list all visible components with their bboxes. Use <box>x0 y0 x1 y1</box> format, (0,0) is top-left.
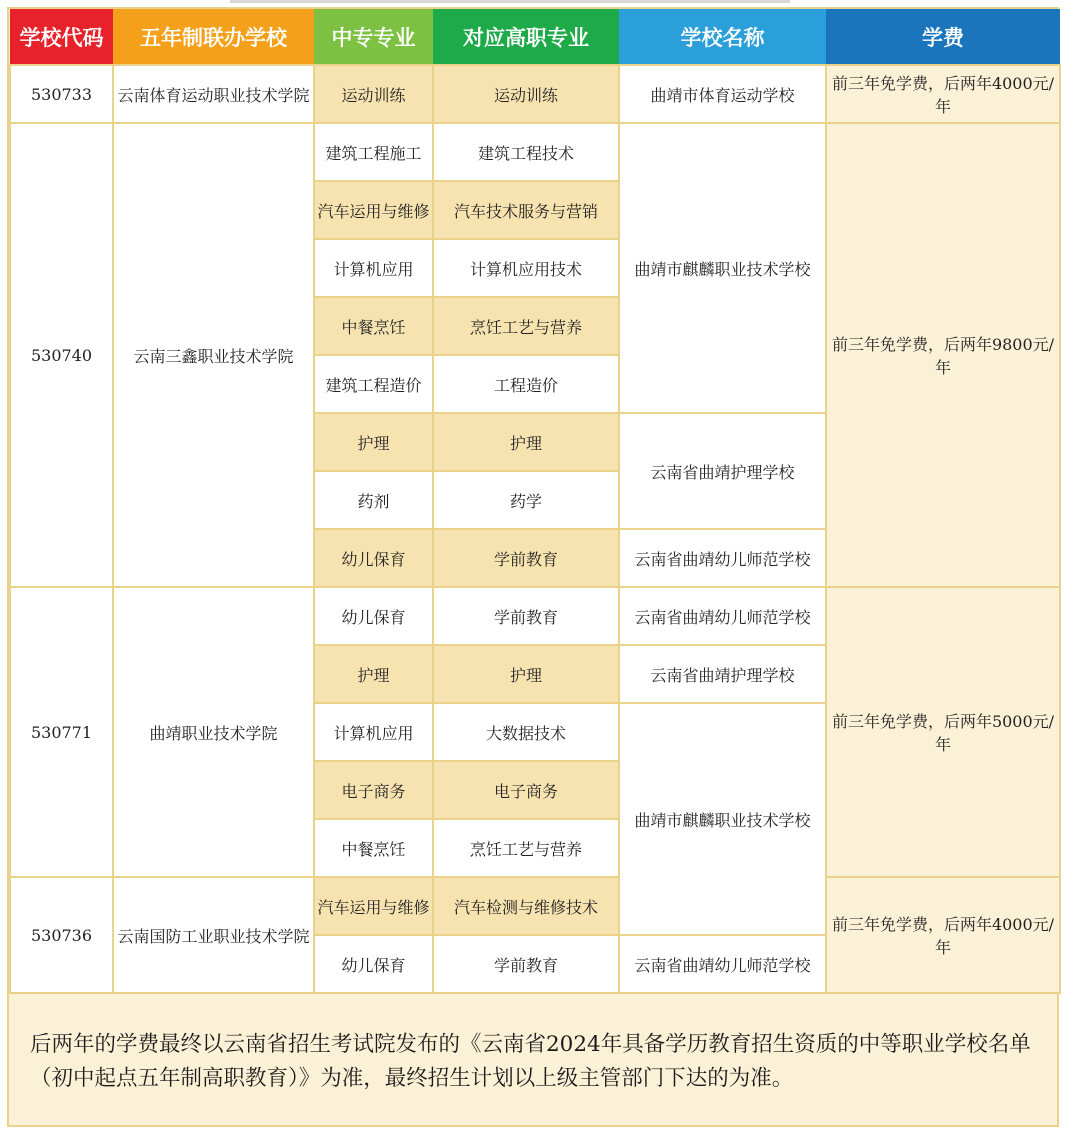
secondary-major-cell: 建筑工程施工 <box>314 123 433 181</box>
higher-major-cell: 运动训练 <box>433 65 619 123</box>
secondary-major-cell: 护理 <box>314 645 433 703</box>
school-name-cell: 云南省曲靖幼儿师范学校 <box>619 529 826 587</box>
secondary-major-cell: 建筑工程造价 <box>314 355 433 413</box>
school-code-cell: 530733 <box>10 65 113 123</box>
top-divider <box>230 0 790 3</box>
header-row <box>10 9 1060 65</box>
higher-major-cell: 护理 <box>433 645 619 703</box>
higher-major-cell: 电子商务 <box>433 761 619 819</box>
header-joint-school: 五年制联办学校 <box>113 9 314 65</box>
header-secondary-major: 中专专业 <box>314 9 433 65</box>
higher-major-cell: 汽车检测与维修技术 <box>433 877 619 935</box>
secondary-major-cell: 运动训练 <box>314 65 433 123</box>
secondary-major-cell: 电子商务 <box>314 761 433 819</box>
header-higher-major: 对应高职专业 <box>433 9 619 65</box>
school-name-cell: 云南省曲靖护理学校 <box>619 413 826 529</box>
secondary-major-cell: 汽车运用与维修 <box>314 877 433 935</box>
header-tuition: 学费 <box>826 9 1060 65</box>
higher-major-cell: 计算机应用技术 <box>433 239 619 297</box>
school-code-cell: 530771 <box>10 587 113 877</box>
school-name-cell: 曲靖市体育运动学校 <box>619 65 826 123</box>
joint-school-cell: 云南国防工业职业技术学院 <box>113 877 314 993</box>
school-name-cell: 曲靖市麒麟职业技术学校 <box>619 703 826 935</box>
higher-major-cell: 学前教育 <box>433 587 619 645</box>
higher-major-cell: 汽车技术服务与营销 <box>433 181 619 239</box>
higher-major-cell: 学前教育 <box>433 935 619 993</box>
enrollment-table <box>9 9 1061 994</box>
table-row <box>10 587 1060 645</box>
school-code-cell: 530736 <box>10 877 113 993</box>
tuition-cell: 前三年免学费，后两年5000元/年 <box>826 587 1060 877</box>
school-name-cell: 云南省曲靖幼儿师范学校 <box>619 587 826 645</box>
tuition-cell: 前三年免学费，后两年9800元/年 <box>826 123 1060 587</box>
higher-major-cell: 烹饪工艺与营养 <box>433 297 619 355</box>
secondary-major-cell: 计算机应用 <box>314 239 433 297</box>
higher-major-cell: 学前教育 <box>433 529 619 587</box>
header-school-code: 学校代码 <box>10 9 113 65</box>
higher-major-cell: 工程造价 <box>433 355 619 413</box>
tuition-cell: 前三年免学费，后两年4000元/年 <box>826 65 1060 123</box>
higher-major-cell: 烹饪工艺与营养 <box>433 819 619 877</box>
secondary-major-cell: 幼儿保育 <box>314 529 433 587</box>
higher-major-cell: 护理 <box>433 413 619 471</box>
secondary-major-cell: 汽车运用与维修 <box>314 181 433 239</box>
joint-school-cell: 云南体育运动职业技术学院 <box>113 65 314 123</box>
secondary-major-cell: 中餐烹饪 <box>314 819 433 877</box>
higher-major-cell: 药学 <box>433 471 619 529</box>
secondary-major-cell: 幼儿保育 <box>314 935 433 993</box>
joint-school-cell: 云南三鑫职业技术学院 <box>113 123 314 587</box>
higher-major-cell: 大数据技术 <box>433 703 619 761</box>
tuition-cell: 前三年免学费，后两年4000元/年 <box>826 877 1060 993</box>
secondary-major-cell: 药剂 <box>314 471 433 529</box>
school-code-cell: 530740 <box>10 123 113 587</box>
table-row <box>10 65 1060 123</box>
table-row <box>10 877 1060 935</box>
secondary-major-cell: 护理 <box>314 413 433 471</box>
joint-school-cell: 曲靖职业技术学院 <box>113 587 314 877</box>
secondary-major-cell: 计算机应用 <box>314 703 433 761</box>
higher-major-cell: 建筑工程技术 <box>433 123 619 181</box>
footnote: 后两年的学费最终以云南省招生考试院发布的《云南省2024年具备学历教育招生资质的中等职业学校名单（初中起点五年制高职教育）》为准，最终招生计划以上级主管部门下达的为准。 <box>30 1032 1031 1091</box>
secondary-major-cell: 幼儿保育 <box>314 587 433 645</box>
school-name-cell: 云南省曲靖幼儿师范学校 <box>619 935 826 993</box>
header-school-name: 学校名称 <box>619 9 826 65</box>
school-name-cell: 云南省曲靖护理学校 <box>619 645 826 703</box>
school-name-cell: 曲靖市麒麟职业技术学校 <box>619 123 826 413</box>
table-row <box>10 123 1060 181</box>
secondary-major-cell: 中餐烹饪 <box>314 297 433 355</box>
